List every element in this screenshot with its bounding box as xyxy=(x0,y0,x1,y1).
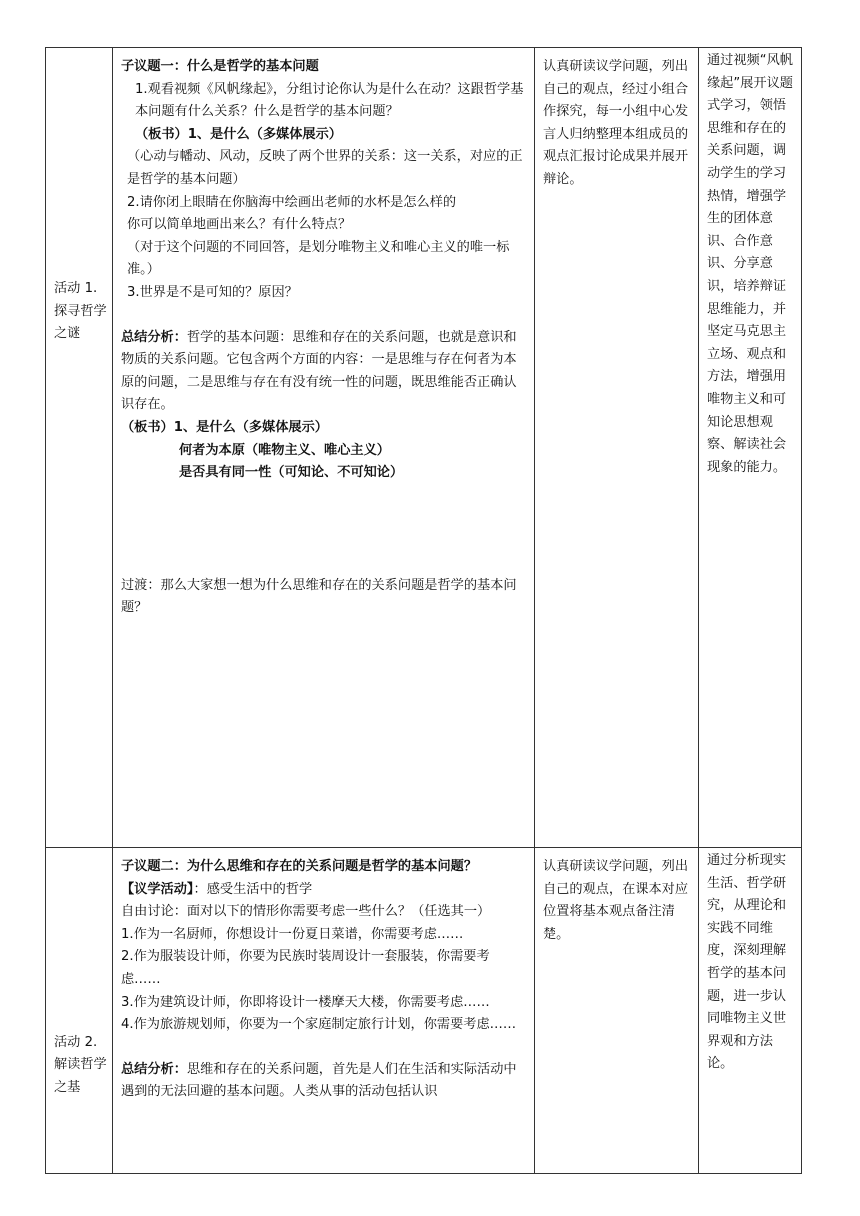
question-1: 1.观看视频《风帆缘起》，分组讨论你认为是什么在动？这跟哲学基本问题有什么关系？什么是哲学的基本问题？ xyxy=(135,81,524,120)
student-activity-text: 认真研读议学问题，列出自己的观点，经过小组合作探究，每一小组中心发言人归纳整理本组成员的观点汇报讨论成果并展开辩论。 xyxy=(543,59,689,187)
scenario-item: 2.作为服装设计师，你要为民族时装周设计一套服装，你需要考虑…… xyxy=(121,949,490,987)
scenario-item: 3.作为建筑设计师，你即将设计一楼摩天大楼，你需要考虑…… xyxy=(121,994,490,1010)
sub-topic-heading: 子议题一：什么是哲学的基本问题 xyxy=(121,59,319,74)
discussion-intro: 自由讨论：面对以下的情形你需要考虑一些什么？（任选其一） xyxy=(121,904,491,920)
summary-text: 哲学的基本问题：思维和存在的关系问题，也就是意识和物质的关系问题。它包含两个方面的内容：一是思维与存在何者为本原的问题，二是思维与存在有没有统一性的问题，既思维能否正确认识存在。 xyxy=(121,329,517,413)
lesson-plan-table xyxy=(45,47,802,1174)
summary-label: 总结分析： xyxy=(121,329,187,345)
activity-tag: 【议学活动】 xyxy=(121,881,194,897)
question-3: 3.世界是不是可知的？原因？ xyxy=(127,284,298,300)
activity-cell xyxy=(46,48,113,848)
content-cell xyxy=(113,48,535,848)
activity-intro xyxy=(121,879,528,902)
board-point: 是否具有同一性（可知论、不可知论） xyxy=(179,465,404,481)
design-intent-cell xyxy=(699,848,802,1174)
student-activity-cell xyxy=(535,848,699,1174)
transition-text: 过渡：那么大家想一想为什么思维和存在的关系问题是哲学的基本问题？ xyxy=(121,577,517,616)
activity-cell xyxy=(46,848,113,1174)
question-2-cont: 你可以简单地画出来么？有什么特点？ xyxy=(127,217,352,233)
summary-label: 总结分析： xyxy=(121,1061,187,1077)
summary-paragraph xyxy=(121,327,528,417)
explanation-note: （对于这个问题的不同回答，是划分唯物主义和唯心主义的唯一标准。） xyxy=(127,239,510,278)
table-row xyxy=(46,848,802,1174)
design-intent-cell xyxy=(699,48,802,848)
summary-text: 思维和存在的关系问题，首先是人们在生活和实际活动中遇到的无法回避的基本问题。人类从事的活动包括认识 xyxy=(121,1061,517,1100)
board-point: 何者为本原（唯物主义、唯心主义） xyxy=(179,442,390,458)
question-2: 2.请你闭上眼睛在你脑海中绘画出老师的水杯是怎么样的 xyxy=(127,194,457,210)
activity-text: ：感受生活中的哲学 xyxy=(193,881,313,897)
design-intent-text: 通过分析现实生活、哲学研究，从理论和实践不同维度，深刻理解哲学的基本问题，进一步认同唯物主义世界观和方法论。 xyxy=(707,853,787,1072)
summary-paragraph xyxy=(121,1059,528,1104)
activity-label: 活动 1.探寻哲学之谜 xyxy=(54,281,107,342)
activity-label: 活动 2.解读哲学之基 xyxy=(54,1034,107,1095)
design-intent-text: 通过视频“风帆缘起”展开议题式学习，领悟思维和存在的关系问题，调动学生的学习热情，增强学生的团体意识、合作意识、分享意识，培养辩证思维能力，并坚定马克思主立场、观点和方法，增强用唯物主义和可知论思想观察、解读社会现象的能力。 xyxy=(707,53,793,475)
sub-topic-heading: 子议题二：为什么思维和存在的关系问题是哲学的基本问题？ xyxy=(121,859,478,874)
student-activity-text: 认真研读议学问题，列出自己的观点，在课本对应位置将基本观点备注清楚。 xyxy=(543,859,689,942)
scenario-item: 4.作为旅游规划师，你要为一个家庭制定旅行计划，你需要考虑…… xyxy=(121,1017,517,1033)
table-row xyxy=(46,48,802,848)
explanation-note: （心动与幡动、风动，反映了两个世界的关系：这一关系，对应的正是哲学的基本问题） xyxy=(127,149,523,187)
scenario-item: 1.作为一名厨师，你想设计一份夏日菜谱，你需要考虑…… xyxy=(121,926,464,942)
board-note: （板书）1、是什么（多媒体展示） xyxy=(121,419,328,435)
student-activity-cell xyxy=(535,48,699,848)
content-cell xyxy=(113,848,535,1174)
board-note: （板书）1、是什么（多媒体展示） xyxy=(135,126,342,142)
